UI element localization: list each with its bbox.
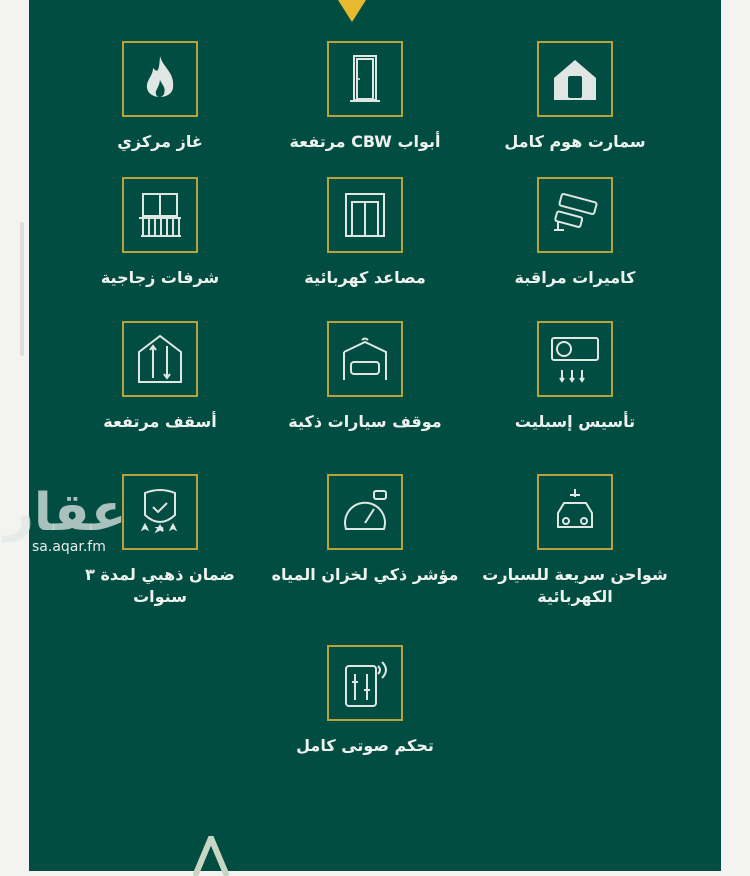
feature-icon-box [122, 474, 198, 550]
feature-item [60, 41, 260, 153]
glass-balcony-icon [133, 188, 187, 242]
warranty-shield-icon [133, 485, 187, 539]
feature-icon-box [122, 41, 198, 117]
scrollbar[interactable] [20, 222, 24, 356]
feature-icon-box [537, 177, 613, 253]
feature-item [60, 177, 260, 289]
smart-gauge-icon [338, 485, 392, 539]
feature-icon-box [537, 321, 613, 397]
top-triangle-decoration [338, 0, 366, 22]
feature-item [265, 474, 465, 586]
feature-item [60, 321, 260, 433]
door-icon [338, 52, 392, 106]
cctv-camera-icon [548, 188, 602, 242]
elevator-icon [338, 188, 392, 242]
feature-icon-box [327, 41, 403, 117]
feature-item [265, 321, 465, 433]
feature-label: تحكم صوتى كامل [296, 736, 434, 755]
feature-icon-box [327, 645, 403, 721]
feature-icon-box [327, 474, 403, 550]
feature-item [265, 41, 465, 153]
feature-label: تأسيس إسبليت [514, 412, 636, 431]
smart-parking-icon [338, 332, 392, 386]
feature-label: ضمان ذهبي لمدة ٣ سنوات [85, 565, 235, 606]
feature-item [475, 321, 675, 433]
feature-icon-box [537, 41, 613, 117]
voice-control-icon [338, 656, 392, 710]
feature-label: سمارت هوم كامل [504, 132, 646, 151]
feature-label: مصاعد كهربائية [304, 268, 426, 287]
watermark-brand: عقار [4, 483, 127, 543]
feature-item [475, 474, 675, 608]
aqar-watermark [4, 483, 127, 555]
split-ac-icon [548, 332, 602, 386]
feature-item [475, 177, 675, 289]
feature-label: شواحن سريعة للسيارت الكهربائية [482, 565, 668, 606]
feature-icon-box [327, 321, 403, 397]
high-ceiling-icon [133, 332, 187, 386]
ev-charger-icon [548, 485, 602, 539]
feature-icon-box [122, 177, 198, 253]
feature-item [265, 177, 465, 289]
bottom-triangle-decoration [193, 836, 233, 876]
feature-label: غاز مركزي [117, 132, 203, 151]
feature-label: موقف سيارات ذكية [288, 412, 442, 431]
feature-item [265, 645, 465, 757]
watermark-url: sa.aqar.fm [32, 539, 106, 555]
feature-item [475, 41, 675, 153]
gas-flame-icon [133, 52, 187, 106]
feature-label: أبواب CBW مرتفعة [289, 132, 441, 151]
feature-label: مؤشر ذكي لخزان المياه [271, 565, 459, 584]
feature-label: أسقف مرتفعة [103, 412, 217, 431]
feature-icon-box [327, 177, 403, 253]
feature-icon-box [122, 321, 198, 397]
feature-icon-box [537, 474, 613, 550]
smart-home-icon [548, 52, 602, 106]
feature-label: شرفات زجاجية [100, 268, 220, 287]
feature-label: كاميرات مراقبة [514, 268, 636, 287]
